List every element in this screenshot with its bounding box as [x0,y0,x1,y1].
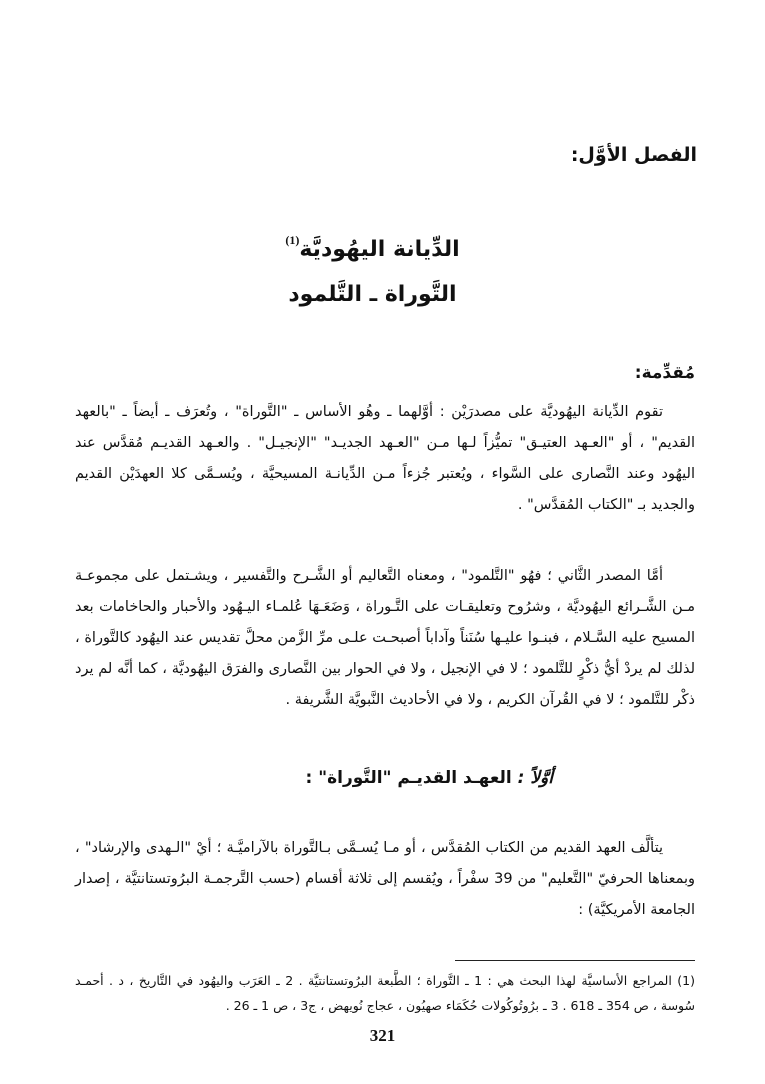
section-heading-introduction: مُقدِّمة: [634,363,695,383]
footnote-item [75,968,695,1018]
section-number: أوَّلاً : [517,768,553,788]
paragraph-introduction-1 [75,397,695,521]
chapter-label: الفصل الأوَّل: [570,144,697,166]
chapter-title [0,220,765,270]
footnote-reference[interactable]: (1) [285,233,300,247]
paragraph-text: تقوم الدِّيانة اليهُوديَّة على مصدرَيْن : أوَّلهما ـ وهُو الأساس ـ "التَّوراة" ، وتُعرَف ـ أيضاً ـ "بالعهد القديم" ، أو "العـهد العتيـق" تميُّزاً لـها مـن "العـهد الجديـد" "الإنجيـل" . والعـهد القديـم مُقدَّس عند اليهُود وعند النَّصارى على السَّواء ، ويُعتبر جُزءاً مـن الدِّيانـة المسيحيَّة ، ويُسـمَّى كلا العهدَيْن القديم والجديد بـ "الكتاب المُقدَّس" . [75,404,695,513]
chapter-subtitle: التَّوراة ـ التَّلمود [288,282,457,307]
chapter-title-text: الدِّيانة اليهُوديَّة [299,237,460,262]
section-heading-text: العهـد القديـم "التَّوراة" : [305,768,512,788]
footnote-text: المراجع الأساسيَّة لهذا البحث هي : 1 ـ التَّوراة ؛ الطَّبعة البرُوتستانتيَّة . 2 ـ العَرَب واليهُود في التَّاريخ ، د . أحمـد سُوسة ، ص 354 ـ 618 . 3 ـ برُوتُوكُولات حُكَمَاء صهيُون ، عجاج نُويهض ، ج3 ، ص 1 ـ 26 . [75,973,695,1013]
section-heading-old-testament [306,763,553,793]
page-number: 321 [369,1026,396,1045]
paragraph-old-testament-1 [75,833,695,926]
paragraph-text: يتألَّف العهد القديم من الكتاب المُقدَّس ، أو مـا يُسـمَّى بـالتَّوراة بالآراميَّـة ؛ أيْ "الـهدى والإرشاد" ، وبمعناها الحرفيّ "التَّعليم" من 39 سفْراً ، ويُقسم إلى ثلاثة أقسام (حسب التَّرجمـة البرُوتستانتيَّة ، إصدار الجامعة الأمريكيَّة) : [75,840,696,918]
footnote-separator [455,960,695,961]
paragraph-introduction-2 [75,561,695,716]
footnotes [75,968,695,1018]
footnote-marker: (1) [677,973,695,988]
paragraph-text: أمَّا المصدر الثَّاني ؛ فهُو "التَّلمود" ، ومعناه التَّعاليم أو الشَّـرح والتَّفسير ، ويشـتمل على مجموعـة مـن الشَّـرائع اليهُوديَّة ، وشرُوح وتعليقـات على التَّـوراة ، وَضَعَـهَا عُلمـاء اليـهُود والأحبار والحاخامات بعد المسيح عليه السَّـلام ، فبنـوا عليـها سُنَناً وآداباً أصبحـت علـى مرِّ الزَّمن محلَّ تقديس عند اليهُود كالتَّوراة ، لذلك لم يردْ أيُّ ذكْرٍ للتَّلمود ؛ لا في الإنجيل ، ولا في الحوار بين النَّصارى والفرَق اليهُوديَّة ، كما أنَّه لم يرد ذكْر للتَّلمود ؛ لا في القُرآن الكريم ، ولا في الأحاديث النَّبويَّة الشَّريفة . [75,568,695,708]
